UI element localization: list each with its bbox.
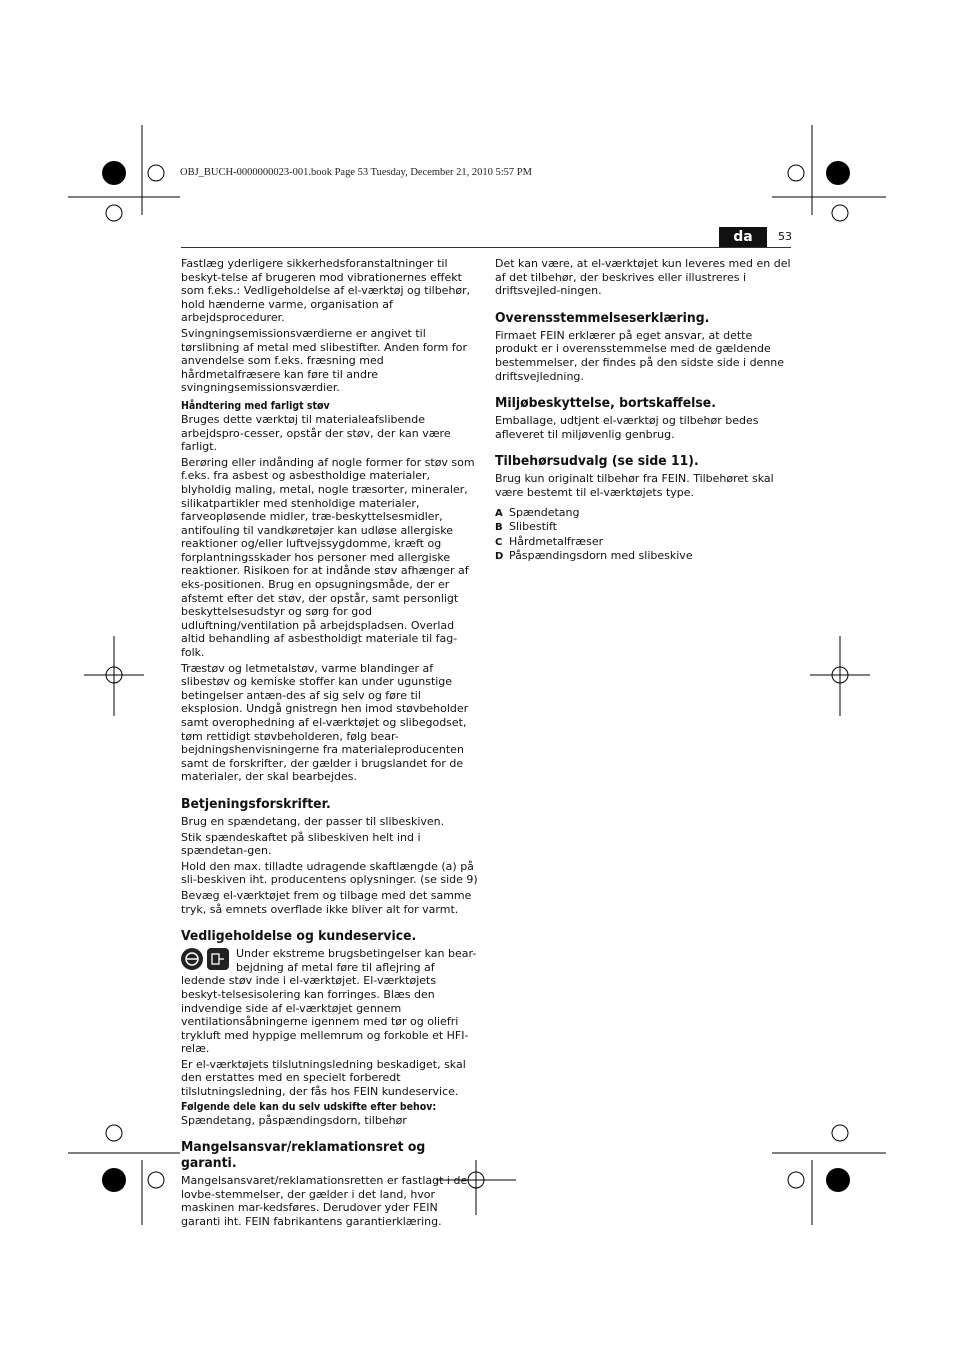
page-number: 53 bbox=[778, 230, 792, 243]
paragraph: Det kan være, at el-værktøjet kun leveres med en del af det tilbehør, der beskrives eller illustreres i driftsvejled-ningen. bbox=[495, 257, 791, 298]
paragraph: Hold den max. tilladte udragende skaftlængde (a) på sli-beskiven iht. producentens oplysninger. (se side 9) bbox=[181, 859, 478, 887]
heading-warranty: Mangelsansvar/reklamationsret og garanti. bbox=[181, 1139, 426, 1172]
paragraph: Træstøv og letmetalstøv, varme blandinger af slibestøv og kemiske stoffer kan under ugunstige betingelser antæn-des af sig selv og føre til eksplosion. Undgå gnistregn hen imod støvbeholder samt overophedning af el-værktøjet og slibegodset, tøm rettidigt støvbeholderen, følg bear-bejdningshenvisningerne fra materialeproducenten samt de forskrifter, der gælder i brugslandet for de materialer, der skal bearbejdes. bbox=[181, 661, 469, 784]
paragraph: Mangelsansvaret/reklamationsretten er fastlagt i de lovbe-stemmelser, der gælder i det land, hvor maskinen mar-kedsføres. Derudover yder FEIN garanti iht. FEIN fabrikantens garantierklæring. bbox=[181, 1174, 468, 1229]
language-tab: da bbox=[719, 227, 767, 247]
heading-environment: Miljøbeskyttelse, bortskaffelse. bbox=[495, 395, 716, 412]
paragraph: Berøring eller indånding af nogle former for støv som f.eks. fra asbest og asbestholdige materialer, blyholdig maling, metal, nogle træsorter, mineraler, silikatpartikler med stenholdige materialer, farveopløsende midler, træ-beskyttelsesmidler, antifouling til vandkøretøjer kan udløse allergiske reaktioner og/eller luftvejssygdomme, kræft og forplantningsskader hos personer med allergiske reaktioner. Risikoen for at indånde støv afhænger af eks-positionen. Brug en opsugningsmåde, der er afstemt efter det støv, der opstår, samt personligt beskyttelsesudstyr og sørg for god udluftning/ventilation på arbejdspladsen. Overlad altid behandling af asbestholdigt materiale til fag-folk. bbox=[181, 455, 475, 660]
paragraph: Emballage, udtjent el-værktøj og tilbehør bedes afleveret til miljøvenlig genbrug. bbox=[495, 414, 759, 441]
subheading-dust: Håndtering med farligt støv bbox=[181, 399, 330, 412]
paragraph: Svingningsemissionsværdierne er angivet til tørslibning af metal med slibestifter. Anden form for anvendelse som f.eks. fræsning med hårdmetalfræsere kan føre til andre svingningsemissionsværdier. bbox=[181, 326, 467, 395]
left-column bbox=[181, 257, 479, 1231]
paragraph: Spændetang, påspændingsdorn, tilbehør bbox=[181, 1113, 407, 1127]
paragraph: Brug kun originalt tilbehør fra FEIN. Tilbehøret skal være bestemt til el-værktøjets type. bbox=[495, 472, 774, 499]
paragraph: Fastlæg yderligere sikkerhedsforanstaltninger til beskyt-telse af brugeren mod vibrationernes effekt som f.eks.: Vedligeholdelse af el-værktøj og tilbehør, hold hænderne varme, organisation af arbejdsprocedurer. bbox=[181, 257, 471, 325]
compressed-air-icon bbox=[181, 948, 203, 970]
heading-maintenance: Vedligeholdelse og kundeservice. bbox=[181, 928, 417, 945]
heading-operation: Betjeningsforskrifter. bbox=[181, 795, 331, 812]
heading-accessories: Tilbehørsudvalg (se side 11). bbox=[495, 453, 699, 470]
heading-conformity: Overensstemmelseserklæring. bbox=[495, 309, 710, 326]
paragraph: Bevæg el-værktøjet frem og tilbage med det samme tryk, så emnets overflade ikke bliver alt for varmt. bbox=[181, 888, 472, 916]
accessory-list bbox=[495, 506, 791, 564]
paragraph: Bruges dette værktøj til materialeafslibende arbejdspro-cesser, opstår der støv, der kan være farligt. bbox=[181, 412, 451, 454]
fi-relay-icon bbox=[207, 948, 229, 970]
paragraph: Brug en spændetang, der passer til slibeskiven. bbox=[181, 814, 445, 828]
paragraph: Under ekstreme brugsbetingelser kan bear-bejdning af metal føre til aflejring af ledende støv inde i el-værktøjet. El-værktøjets beskyt-telsesisolering kan forringes. Blæs den indvendige side af el-værktøjet gennem ventilationsåbningerne igennem med tør og oliefri trykluft med hyppige mellemrum og forkoble et HFI-relæ. bbox=[181, 947, 477, 1056]
list-item: D Påspændingsdorn med slibeskive bbox=[495, 549, 693, 563]
paragraph: Er el-værktøjets tilslutningsledning beskadiget, skal den erstattes med en specielt forberedt tilslutningsledning, der fås hos FEIN kundeservice. bbox=[181, 1057, 466, 1099]
paragraph: Firmaet FEIN erklærer på eget ansvar, at dette produkt er i overensstemmelse med de gældende bestemmelser, der findes på den sidste side i denne driftsvejledning. bbox=[495, 328, 785, 383]
list-item: A Spændetang bbox=[495, 505, 580, 519]
subheading-parts: Følgende dele kan du selv udskifte efter behov: bbox=[181, 1100, 437, 1113]
right-column bbox=[495, 257, 791, 564]
print-slug: OBJ_BUCH-0000000023-001.book Page 53 Tuesday, December 21, 2010 5:57 PM bbox=[180, 167, 532, 178]
maintenance-icons bbox=[181, 948, 233, 972]
header-rule bbox=[181, 247, 791, 248]
list-item: C Hårdmetalfræser bbox=[495, 534, 604, 548]
list-item: B Slibestift bbox=[495, 520, 557, 534]
paragraph: Stik spændeskaftet på slibeskiven helt ind i spændetan-gen. bbox=[181, 830, 421, 858]
